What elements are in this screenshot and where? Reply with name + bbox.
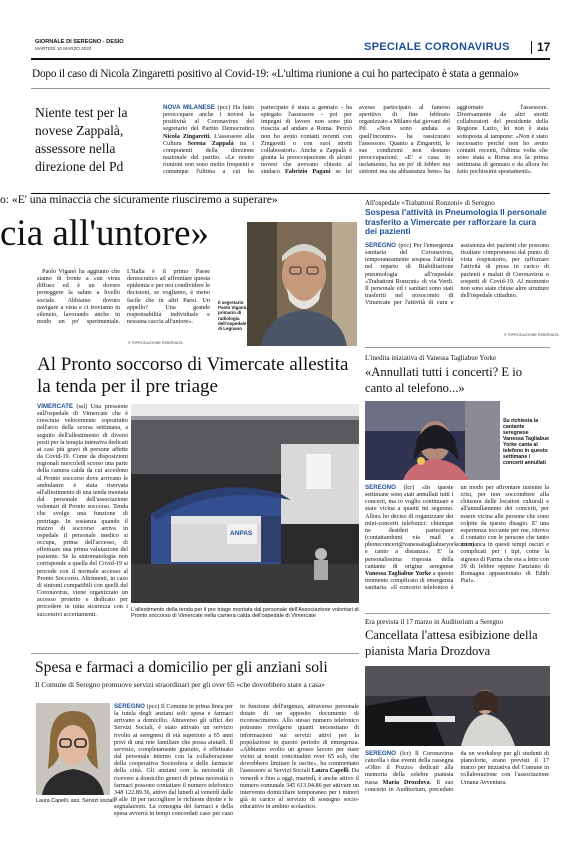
anpas-logo-text: ANPAS bbox=[230, 530, 253, 537]
capelli-caption: Laura Capelli, ass. Servizi sociali bbox=[36, 798, 115, 804]
pronto-body: VIMERCATE (ssl) Una pressione sull'ospedale di Vimercate che è cresciuta velocemente soprattutto nell'arco della scorsa settimana, a seguito dell'allestimento di diversi posti per la terapia intensiva dedicati ai casi più gravi di persone affette da Covid-19. Come da disposizioni regionali mercoledì scorso una parte della camera calda da cui accedono al Pronto soccorso dove arrivano le ambulanze è stata riservata all'allestimento di una tenda montata dal personale dell'associazione volontari di Pronto soccorso. Tenda che svolge una funzione di pretriage. In sostanza quando il mezzo di soccorso arriva in ospedale il personale medico si occupa, prima dell'accesso, di effettuare una prima valutazione del paziente. Se la sintomatologia non corrisponde a quella del Covid-19 si procede con il normale accesso al Pronto Soccorso. Altrimenti, in caso di sintomi compatibili con quelli del Coronavirus, viene organizzato un accesso protetto e dedicato per procedere in tutta sicurezza con i successivi accertamenti. bbox=[37, 403, 128, 618]
section-title: SPECIALE CORONAVIRUS bbox=[364, 41, 510, 53]
untore-subtitle: o: «E' una minaccia che sicuramente riusciremo a superare» bbox=[0, 193, 278, 206]
capelli-photo bbox=[36, 703, 110, 795]
spesa-rule bbox=[31, 653, 359, 654]
vigano-portrait bbox=[247, 222, 357, 346]
untore-credit: © RIPRODUZIONE RISERVATA bbox=[128, 341, 183, 345]
annullati-headline: «Annullati tutti i concerti? E io canto al telefono...» bbox=[365, 365, 523, 395]
header-divider bbox=[531, 41, 532, 54]
drozdova-body: SEREGNO (lcr) Il Coronavirus cancella i due eventi della rassegna «Oltre il Pozzo» dedicati alla memoria della celebre pianista russa Maria Drozdova. Il suo concerto in Auditorium, preceduto da un workshop per gli studenti di pianoforte, erano previsti il 17 marzo per iniziativa del Comune in collaborazione con l'associazione Umana Avventura. bbox=[365, 750, 549, 793]
pianist-illustration bbox=[365, 666, 550, 746]
annullati-body: SEREGNO (lcr) «In queste settimane sono stati annullati tutti i concerti, ma io voglio continuare a stare vicina a quanti mi seguono. Allora ho deciso di organizzare dei mini-concerti telefonici: chiunque ne desideri partecipare (contattandomi via mail a phoneconcert@vanessatagliabueyorke.com) e canto a distanza». E' la personalissima risposta della cantante di origine seregnese Vanessa Tagliabue Yorke a questo momento complicato di emergenza sanitaria. «Il concerto telefonico è un modo per affrontare insieme la crisi, per non soccombere alla chiusura delle location culturali e all'annullamento dei concerti, per essere vicina alle persone che sono colpite da questo disagio. E' una esperienza toccante per me, ritrovo il contatto con le persone che tanto mi manca in questi tempi oscuri e complicati per i tipi, come la signora di Parma che era a letto con 39 di febbre oppure l'anziano di Romagna appassionato di Edith Piaf». bbox=[365, 484, 549, 592]
tent-photo bbox=[131, 404, 359, 603]
tent-caption: L'allestimento della tenda per il pre triage montata dal personale dell'Associazione volontari di Pronto soccorso di Vimercate nella camera calda dell'ospedale di Vimercate bbox=[131, 607, 359, 620]
capelli-portrait bbox=[36, 703, 110, 795]
masthead-date: MARTEDÌ 10 MARZO 2020 bbox=[35, 46, 92, 51]
banner-rule bbox=[31, 88, 550, 89]
header-rule bbox=[31, 58, 550, 60]
annullati-rule bbox=[365, 613, 550, 614]
sospesa-kicker: All'ospedale «Trabattoni Ronzoni» di Seregno bbox=[365, 199, 495, 207]
masthead-paper: GIORNALE DI SEREGNO - DESIO bbox=[35, 39, 124, 45]
annullati-kicker: L'inedita iniziativa di Vanessa Tagliabue Yorke bbox=[365, 354, 497, 362]
sospesa-rule bbox=[365, 347, 550, 348]
singer-portrait bbox=[365, 401, 500, 480]
vigano-caption: Il segretario Paolo Viganò, primario di radiologia dell'ospedale di Legnano bbox=[218, 300, 248, 332]
page-number: 17 bbox=[537, 40, 551, 54]
vigano-photo bbox=[247, 222, 357, 346]
drozdova-headline: Cancellata l'attesa esibizione della pianista Maria Drozdova bbox=[365, 628, 538, 658]
sospesa-body: SEREGNO (pcc) Per l'emergenza sanitaria del Coronavirus, temporaneamente sospesa l'attività nel reparto di Riabilitazione pneumologia all'ospedale «Trabattoni Ronzoni» di via Verdi. Il personale ed i sanitari sono stati trasferiti nel nosocomio di Vimercate per l'attività di cura e assistenza dei pazienti che possono risultare compromessi dal punto di vista respiratorio, per rafforzare l'attività di presa in carico di pazienti e malati di Coronavirus o sospetti di Covid-19. Al momento non sono state chiuse altre strutture dell'ospedale cittadino. bbox=[365, 242, 549, 307]
pronto-headline: Al Pronto soccorso di Vimercate allestita la tenda per il pre triage bbox=[37, 354, 349, 397]
zappala-body: NOVA MILANESE (pcc) Ha fatto preoccupare anche i novesi la positività al Coronavirus del segretario del Partito Democratico Nicola Zingaretti. L'assessore alla Cultura Serena Zappalà tra i componenti della direzione nazionale del partito. «Le nostre riunioni non sono molto frequenti e comunque l'ultima a cui ho partecipato è stata a gennaio - ha spiegato l'assessore - poi per impegni di lavoro non sono più riuscita ad andare a Roma. Perciò non ho avuto contatti recenti con Zingaretti o con suoi stretti collaboratori». Anche a Zappalà è giunta la preoccupazione di alcuni novesi che avevano chiesto al sindaco Fabrizio Pagani se lei avesse partecipato al famoso aperitivo di fine febbraio organizzato a Milano dai giovani del Pd. «Non sono andata a quell'incontro» ha rassicurato l'assessore. Quanto a Zingaretti, le sue condizioni non destano preoccupazioni. «E' a casa in isolamento, ha un po' di febbre ma sintomi ma sta abbastanza bene» ha aggiornato l'assessore. Diversamente da altri stretti collaboratori del presidente della Regione Lazio, lei non è stata sottoposta al tampone: «Non è stato necessario perché non ho avuto contatti recenti, l'ultima volta che sono stata a Roma era la prima settimana di gennaio e da allora ho fatto pochissimi spostamenti». bbox=[163, 104, 548, 176]
sospesa-headline: Sospesa l'attività in Pneumologia Il personale trasferito a Vimercate per rafforzare la cura dei pazienti bbox=[365, 207, 547, 237]
singer-caption: Su richiesta la cantante seregnese Vanessa Tagliabue Yorke canta al telefono in questo settimane i concerti annullati bbox=[503, 418, 550, 466]
zappala-headline: Niente test per la novese Zappalà, assessore nella direzione del Pd bbox=[35, 105, 128, 174]
drozdova-kicker: Era prevista il 17 marzo in Auditorium a Seregno bbox=[365, 618, 504, 626]
spesa-headline: Spesa e farmaci a domicilio per gli anziani soli bbox=[35, 659, 328, 676]
zappala-kicker: NOVA MILANESE bbox=[163, 104, 215, 111]
piano-photo bbox=[365, 666, 550, 746]
spesa-body: SEREGNO (pcc) Il Comune in prima linea per la tutela degli anziani soli: spesa e farmaci arrivano a domicilio. Attraverso gli uffici dei Servizi Sociali, è stato attivato un servizio rivolto ai seregnesi di età superiore a 65 anni privi di una rete familiare che possa aiutarli. Il servizio, completamente gratuito, è effettuato dal personale interno con la collaborazione della cooperativa Sociosfera e delle farmacie della città. Gli anziani con la necessità di ricevere a domicilio generi di prima necessità o farmaci possono contattare il numero telefonico 348 122.89.36, attivo dal lunedì al venerdì dalle 9 alle 18 per raccogliere le richieste dirette e le segnalazioni. La consegna dei farmaci e della spesa avverrà in tempi concordati caso per caso in funzione dell'urgenza, attraverso personale dotato di un apposito documento di riconoscimento. Allo stesso numero telefonico potranno rivolgersi quanti necessitano di informazioni sui servizi attivi per la popolazione in questo periodo di emergenza. «Abbiamo svolto un grosso lavoro per stare vicini ai nostri concittadini over 65 soli, che dovrebbero limitare le uscite», ha commentato l'assessore ai Servizi Sociali Laura Capelli. Da venerdì e fino a oggi, martedì, è anche attivo il numero comunale 345 613.94.86 per attivare un intervento domiciliare temporaneo per i minori già in carico al servizio di sostegno socio-educativo in ambito scolastico. bbox=[114, 703, 359, 818]
sospesa-credit: © RIPRODUZIONE RISERVATA bbox=[504, 333, 559, 337]
untore-body: Paolo Viganò ha aggiunto che siamo di fronte a «un virus diffuso ed è un dovere proteggere la salute a livello sociale. Abbiamo dovuto navigare a vista e ci troviamo in silenzio, lavorando anche in modo un po' sperimentale. L'Italia è il primo Paese democratico ad affrontare questa epidemia e per noi condividere le decisioni, se vogliamo, è meno facile che in altri Paesi. Un appello? Una grande responsabilità individuale e nessuna caccia all'untore». bbox=[37, 268, 210, 326]
top-banner: Dopo il caso di Nicola Zingaretti positivo al Covid-19: «L'ultima riunione a cui ho partecipato è stata a gennaio» bbox=[32, 68, 519, 80]
untore-headline: cia all'untore» bbox=[0, 213, 210, 254]
singer-photo bbox=[365, 401, 500, 480]
spesa-subhead: Il Comune di Seregno promuove servizi straordinari per gli over 65 «che dovrebbero stare a casa» bbox=[35, 680, 325, 689]
tent-illustration bbox=[131, 404, 359, 603]
